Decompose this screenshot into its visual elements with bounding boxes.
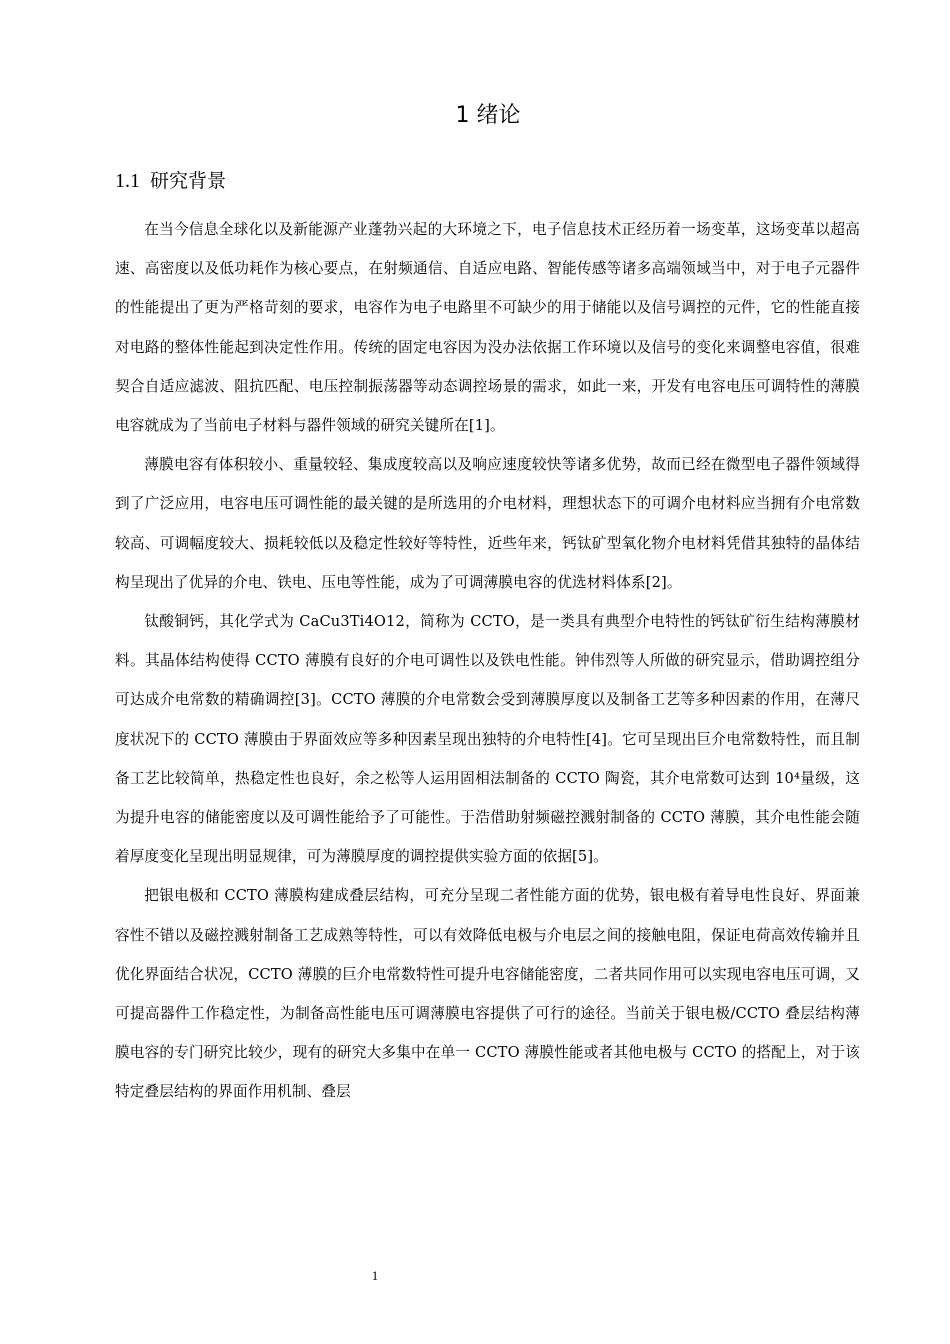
paragraph-2: 薄膜电容有体积较小、重量较轻、集成度较高以及响应速度较快等诸多优势，故而已经在微型电子器件领域得到了广泛应用，电容电压可调性能的最关键的是所选用的介电材料，理想状态下的可调介电材料应当拥有介电常数较高、可调幅度较大、损耗较低以及稳定性较好等特性，近些年来，钙钛矿型氧化物介电材料凭借其独特的晶体结构呈现出了优异的介电、铁电、压电等性能，成为了可调薄膜电容的优选材料体系[2]。: [115, 456, 860, 591]
paragraph-1: 在当今信息全球化以及新能源产业蓬勃兴起的大环境之下，电子信息技术正经历着一场变革，这场变革以超高速、高密度以及低功耗作为核心要点，在射频通信、自适应电路、智能传感等诸多高端领域当中，对于电子元器件的性能提出了更为严格苛刻的要求，电容作为电子电路里不可缺少的用于储能以及信号调控的元件，它的性能直接对电路的整体性能起到决定性作用。传统的固定电容因为没办法依据工作环境以及信号的变化来调整电容值，很难契合自适应滤波、阻抗匹配、电压控制振荡器等动态调控场景的需求，如此一来，开发有电容电压可调特性的薄膜电容就成为了当前电子材料与器件领域的研究关键所在[1]。: [115, 221, 860, 435]
section-heading: [115, 166, 226, 196]
paragraph-3: 钛酸铜钙，其化学式为 CaCu3Ti4O12，简称为 CCTO，是一类具有典型介电特性的钙钛矿衍生结构薄膜材料。其晶体结构使得 CCTO 薄膜有良好的介电可调性以及铁电性能。钟伟烈等人所做的研究显示，借助调控组分可达成介电常数的精确调控[3]。CCTO 薄膜的介电常数会受到薄膜厚度以及制备工艺等多种因素的作用，在薄尺度状况下的 CCTO 薄膜由于界面效应等多种因素呈现出独特的介电特性[4]。它可呈现出巨介电常数特性，而且制备工艺比较简单，热稳定性也良好，余之松等人运用固相法制备的 CCTO 陶瓷，其介电常数可达到 10⁴量级，这为提升电容的储能密度以及可调性能给予了可能性。于浩借助射频磁控溅射制备的 CCTO 薄膜，其介电性能会随着厚度变化呈现出明显规律，可为薄膜厚度的调控提供实验方面的依据[5]。: [115, 613, 860, 866]
paragraph-4: 把银电极和 CCTO 薄膜构建成叠层结构，可充分呈现二者性能方面的优势，银电极有着导电性良好、界面兼容性不错以及磁控溅射制备工艺成熟等特性，可以有效降低电极与介电层之间的接触电阻，保证电荷高效传输并且优化界面结合状况，CCTO 薄膜的巨介电常数特性可提升电容储能密度，二者共同作用可以实现电容电压可调，又可提高器件工作稳定性，为制备高性能电压可调薄膜电容提供了可行的途径。当前关于银电极/CCTO 叠层结构薄膜电容的专门研究比较少，现有的研究大多集中在单一 CCTO 薄膜性能或者其他电极与 CCTO 的搭配上，对于该特定叠层结构的界面作用机制、叠层: [115, 887, 860, 1101]
chapter-title: 1 绪论: [455, 103, 521, 128]
body-text: [115, 210, 860, 1112]
section-number: 1.1: [115, 170, 140, 192]
page-number: 1: [371, 1268, 379, 1283]
section-title: 研究背景: [150, 170, 227, 192]
